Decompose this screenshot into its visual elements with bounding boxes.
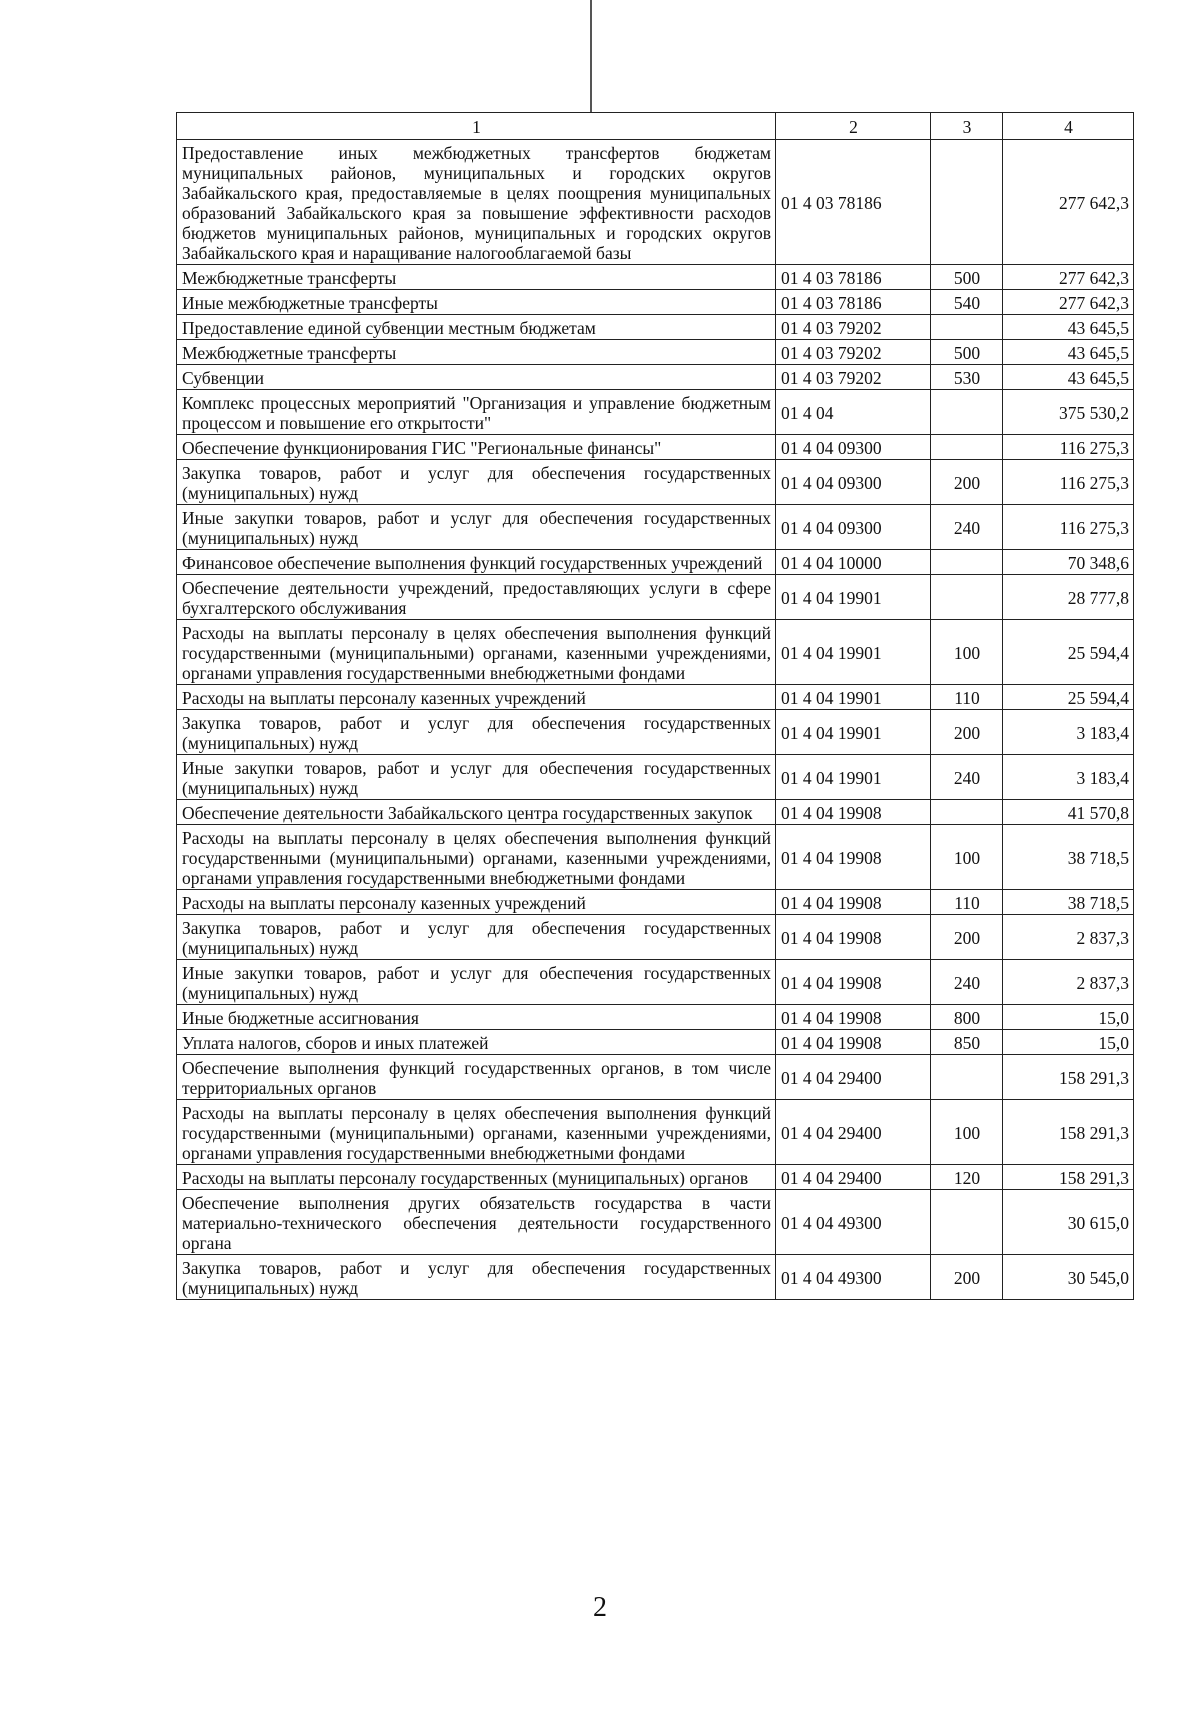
cell-code: 01 4 04 49300 [776,1190,931,1255]
cell-code: 01 4 03 79202 [776,365,931,390]
table-row [177,1255,1134,1300]
cell-code: 01 4 04 19908 [776,915,931,960]
table-body [177,140,1134,1300]
cell-code: 01 4 04 19901 [776,685,931,710]
cell-amount: 38 718,5 [1003,890,1134,915]
cell-amount: 15,0 [1003,1005,1134,1030]
cell-name: Предоставление иных межбюджетных трансфертов бюджетам муниципальных районов, муниципальных и городских округов Забайкальского края, предоставляемые в целях поощрения муниципальных образований Забайкальского края за повышение эффективности расходов бюджетов муниципальных районов, муниципальных и городских округов Забайкальского края и наращивание налогооблагаемой базы [177,140,776,265]
table-row [177,890,1134,915]
cell-code: 01 4 04 19908 [776,800,931,825]
cell-name: Иные закупки товаров, работ и услуг для обеспечения государственных (муниципальных) нужд [177,960,776,1005]
cell-name: Предоставление единой субвенции местным бюджетам [177,315,776,340]
cell-type [931,1055,1003,1100]
table-row [177,1190,1134,1255]
cell-name: Иные бюджетные ассигнования [177,1005,776,1030]
cell-name: Иные закупки товаров, работ и услуг для обеспечения государственных (муниципальных) нужд [177,505,776,550]
table-row [177,365,1134,390]
cell-amount: 28 777,8 [1003,575,1134,620]
cell-name: Расходы на выплаты персоналу в целях обеспечения выполнения функций государственными (муниципальными) органами, казенными учреждениями, органами управления государственными внебюджетными фондами [177,1100,776,1165]
table-row [177,390,1134,435]
cell-amount: 158 291,3 [1003,1165,1134,1190]
cell-code: 01 4 04 29400 [776,1165,931,1190]
cell-type: 200 [931,710,1003,755]
cell-name: Закупка товаров, работ и услуг для обеспечения государственных (муниципальных) нужд [177,710,776,755]
table-header-row [177,113,1134,140]
cell-type [931,140,1003,265]
table-row [177,265,1134,290]
cell-code: 01 4 04 29400 [776,1055,931,1100]
cell-type: 110 [931,685,1003,710]
table-row [177,140,1134,265]
table-row [177,825,1134,890]
cell-amount: 158 291,3 [1003,1055,1134,1100]
cell-type [931,800,1003,825]
cell-amount: 30 615,0 [1003,1190,1134,1255]
table-row [177,340,1134,365]
cell-type: 200 [931,915,1003,960]
table-row [177,460,1134,505]
cell-code: 01 4 04 [776,390,931,435]
cell-code: 01 4 03 78186 [776,265,931,290]
table-row [177,915,1134,960]
cell-type: 100 [931,1100,1003,1165]
cell-amount: 25 594,4 [1003,685,1134,710]
table-row [177,960,1134,1005]
cell-amount: 43 645,5 [1003,365,1134,390]
cell-code: 01 4 03 79202 [776,340,931,365]
cell-type: 800 [931,1005,1003,1030]
cell-amount: 277 642,3 [1003,140,1134,265]
column-header-code: 2 [776,113,931,140]
cell-name: Межбюджетные трансферты [177,340,776,365]
cell-type: 240 [931,505,1003,550]
cell-amount: 43 645,5 [1003,340,1134,365]
column-header-name: 1 [177,113,776,140]
cell-type [931,435,1003,460]
cell-type: 500 [931,265,1003,290]
cell-code: 01 4 04 19908 [776,1005,931,1030]
budget-table [176,112,1134,1300]
cell-type: 530 [931,365,1003,390]
cell-code: 01 4 04 29400 [776,1100,931,1165]
cell-amount: 15,0 [1003,1030,1134,1055]
cell-amount: 25 594,4 [1003,620,1134,685]
cell-code: 01 4 04 19901 [776,575,931,620]
cell-name: Субвенции [177,365,776,390]
cell-name: Закупка товаров, работ и услуг для обеспечения государственных (муниципальных) нужд [177,460,776,505]
table-row [177,1165,1134,1190]
cell-code: 01 4 04 19901 [776,710,931,755]
cell-type: 110 [931,890,1003,915]
cell-code: 01 4 04 19908 [776,960,931,1005]
table-row [177,435,1134,460]
cell-type: 200 [931,460,1003,505]
cell-amount: 3 183,4 [1003,755,1134,800]
column-header-amount: 4 [1003,113,1134,140]
cell-amount: 277 642,3 [1003,265,1134,290]
cell-name: Финансовое обеспечение выполнения функций государственных учреждений [177,550,776,575]
page-number: 2 [593,1592,607,1623]
cell-name: Иные закупки товаров, работ и услуг для обеспечения государственных (муниципальных) нужд [177,755,776,800]
cell-type [931,1190,1003,1255]
cell-type: 100 [931,620,1003,685]
cell-name: Расходы на выплаты персоналу в целях обеспечения выполнения функций государственными (муниципальными) органами, казенными учреждениями, органами управления государственными внебюджетными фондами [177,825,776,890]
cell-code: 01 4 04 19901 [776,620,931,685]
cell-name: Расходы на выплаты персоналу в целях обеспечения выполнения функций государственными (муниципальными) органами, казенными учреждениями, органами управления государственными внебюджетными фондами [177,620,776,685]
scan-artifact-line [590,0,592,112]
cell-amount: 375 530,2 [1003,390,1134,435]
table-row [177,1055,1134,1100]
cell-name: Расходы на выплаты персоналу казенных учреждений [177,685,776,710]
table-row [177,290,1134,315]
cell-code: 01 4 04 19908 [776,890,931,915]
cell-code: 01 4 04 19908 [776,1030,931,1055]
table-row [177,685,1134,710]
cell-amount: 158 291,3 [1003,1100,1134,1165]
cell-name: Обеспечение выполнения функций государственных органов, в том числе территориальных органов [177,1055,776,1100]
table-row [177,1030,1134,1055]
cell-type: 540 [931,290,1003,315]
table-row [177,550,1134,575]
cell-code: 01 4 04 19908 [776,825,931,890]
cell-amount: 116 275,3 [1003,460,1134,505]
table-row [177,1100,1134,1165]
table-row [177,620,1134,685]
cell-type: 240 [931,755,1003,800]
cell-type: 200 [931,1255,1003,1300]
cell-name: Обеспечение функционирования ГИС "Региональные финансы" [177,435,776,460]
cell-type [931,575,1003,620]
cell-type: 100 [931,825,1003,890]
table-row [177,800,1134,825]
cell-name: Комплекс процессных мероприятий "Организация и управление бюджетным процессом и повышение его открытости" [177,390,776,435]
table-row [177,710,1134,755]
cell-type [931,315,1003,340]
cell-name: Обеспечение деятельности учреждений, предоставляющих услуги в сфере бухгалтерского обслуживания [177,575,776,620]
cell-name: Межбюджетные трансферты [177,265,776,290]
cell-code: 01 4 04 19901 [776,755,931,800]
cell-type: 240 [931,960,1003,1005]
table-row [177,575,1134,620]
cell-code: 01 4 03 78186 [776,140,931,265]
cell-amount: 2 837,3 [1003,960,1134,1005]
cell-amount: 30 545,0 [1003,1255,1134,1300]
cell-name: Расходы на выплаты персоналу государственных (муниципальных) органов [177,1165,776,1190]
cell-name: Иные межбюджетные трансферты [177,290,776,315]
cell-amount: 2 837,3 [1003,915,1134,960]
cell-name: Расходы на выплаты персоналу казенных учреждений [177,890,776,915]
cell-amount: 116 275,3 [1003,505,1134,550]
cell-name: Закупка товаров, работ и услуг для обеспечения государственных (муниципальных) нужд [177,1255,776,1300]
cell-type [931,390,1003,435]
cell-code: 01 4 04 09300 [776,435,931,460]
cell-type: 500 [931,340,1003,365]
cell-amount: 41 570,8 [1003,800,1134,825]
cell-code: 01 4 04 09300 [776,460,931,505]
table-row [177,315,1134,340]
cell-code: 01 4 04 10000 [776,550,931,575]
table-row [177,755,1134,800]
cell-name: Обеспечение деятельности Забайкальского центра государственных закупок [177,800,776,825]
cell-amount: 70 348,6 [1003,550,1134,575]
cell-type: 850 [931,1030,1003,1055]
cell-name: Обеспечение выполнения других обязательств государства в части материально-технического обеспечения деятельности государственного органа [177,1190,776,1255]
table-row [177,505,1134,550]
cell-amount: 43 645,5 [1003,315,1134,340]
cell-name: Уплата налогов, сборов и иных платежей [177,1030,776,1055]
cell-amount: 277 642,3 [1003,290,1134,315]
cell-type [931,550,1003,575]
column-header-type: 3 [931,113,1003,140]
cell-type: 120 [931,1165,1003,1190]
cell-amount: 116 275,3 [1003,435,1134,460]
cell-code: 01 4 04 49300 [776,1255,931,1300]
cell-code: 01 4 03 78186 [776,290,931,315]
cell-amount: 38 718,5 [1003,825,1134,890]
cell-name: Закупка товаров, работ и услуг для обеспечения государственных (муниципальных) нужд [177,915,776,960]
table-row [177,1005,1134,1030]
cell-code: 01 4 04 09300 [776,505,931,550]
cell-amount: 3 183,4 [1003,710,1134,755]
cell-code: 01 4 03 79202 [776,315,931,340]
